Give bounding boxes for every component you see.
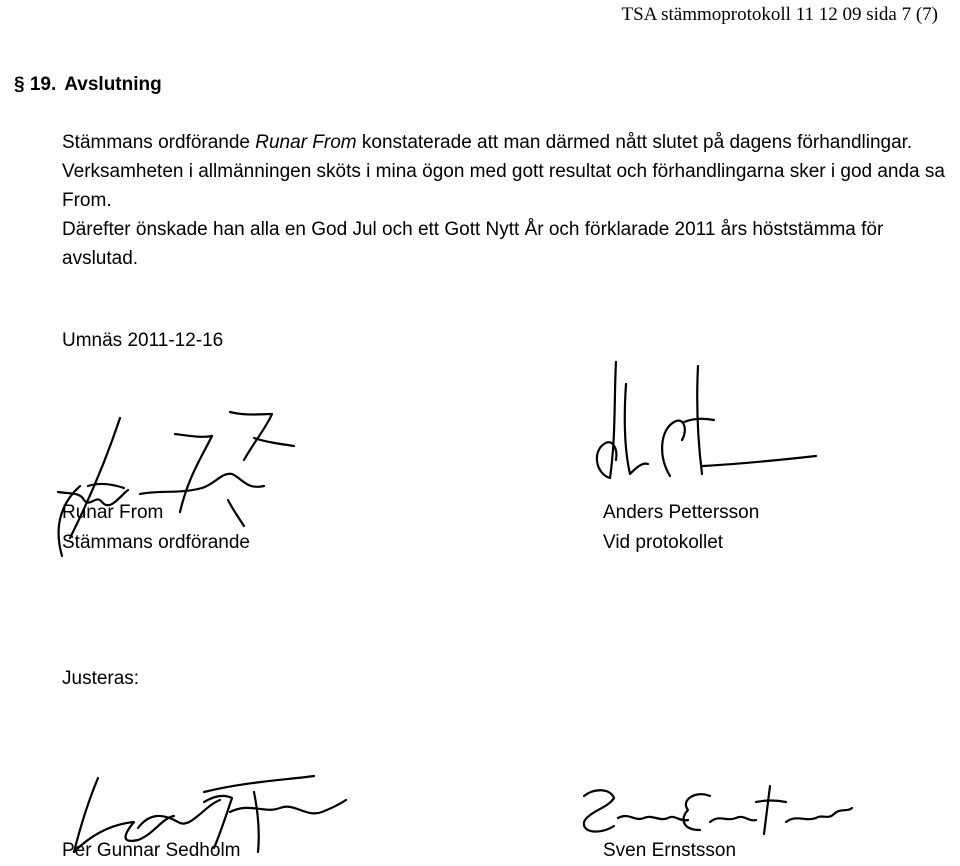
secretary-role: Vid protokollet bbox=[603, 532, 724, 553]
body-paragraph-2: Därefter önskade han alla en God Jul och ett Gott Nytt År och förklarade 2011 års höststämma för avslutad. bbox=[62, 219, 884, 269]
chair-name-italic: Runar From bbox=[255, 132, 357, 153]
secretary-signature bbox=[580, 356, 820, 488]
page-header: TSA stämmoprotokoll 11 12 09 sida 7 (7) bbox=[621, 4, 938, 25]
section-number: § 19. bbox=[14, 74, 57, 95]
section-body bbox=[62, 128, 958, 273]
place-and-date: Umnäs 2011-12-16 bbox=[62, 330, 224, 351]
chair-role: Stämmans ordförande bbox=[62, 532, 250, 553]
adjuster-1-name: Per Gunnar Sedholm bbox=[62, 840, 241, 861]
adjuster-1-block bbox=[62, 836, 241, 866]
body-paragraph-1 bbox=[62, 128, 958, 215]
adjuster-2-name: Sven Ernstsson bbox=[603, 840, 737, 861]
body-paragraph-1-start: Stämmans ordförande bbox=[62, 132, 256, 153]
adjusted-label: Justeras: bbox=[62, 668, 140, 689]
chair-signature-block bbox=[62, 498, 250, 558]
secretary-name: Anders Pettersson bbox=[603, 502, 760, 523]
section-title: Avslutning bbox=[64, 74, 162, 95]
adjuster-2-block bbox=[603, 836, 736, 866]
secretary-signature-block bbox=[603, 498, 759, 558]
body-paragraph-1-end: konstaterade att man därmed nått slutet på dagens förhandlingar. Verksamheten i allmänningen sköts i mina ögon med gott resultat och förhandlingarna sker i god anda sa From. bbox=[62, 132, 945, 211]
section-heading bbox=[14, 74, 162, 96]
chair-name: Runar From bbox=[62, 502, 164, 523]
